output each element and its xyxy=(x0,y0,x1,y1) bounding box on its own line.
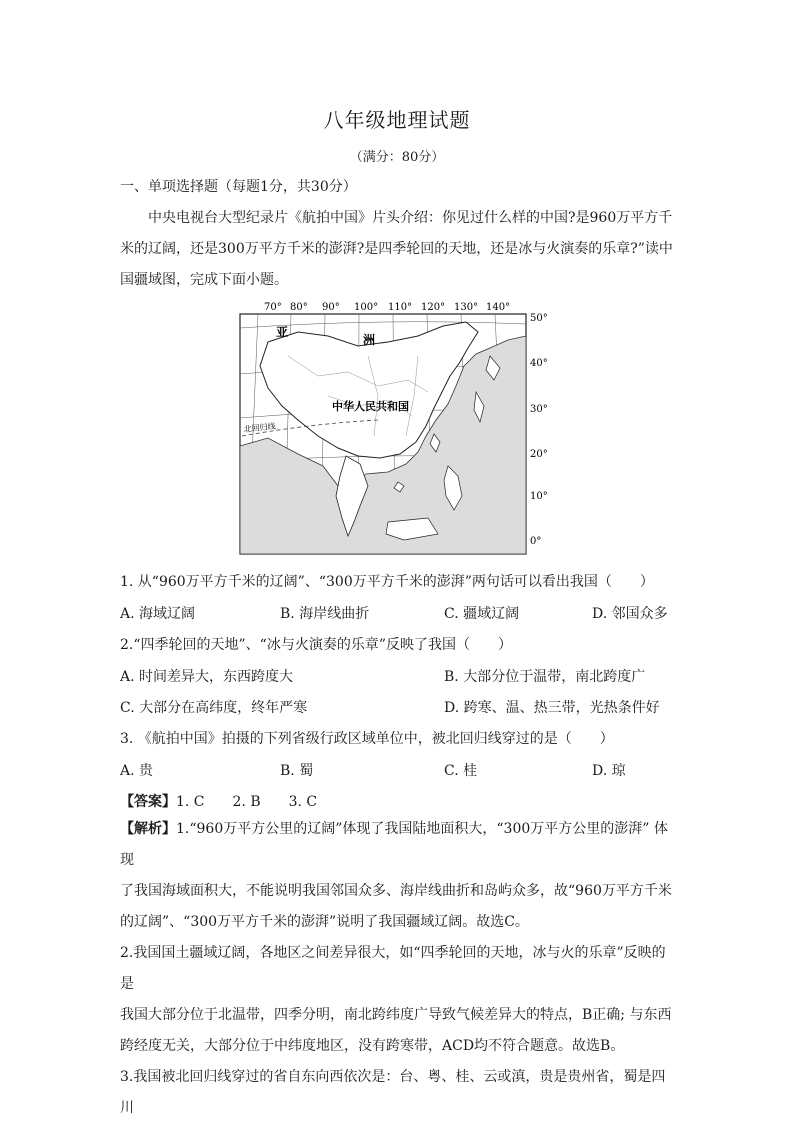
analysis-line-5: 我国大部分位于北温带，四季分明，南北跨纬度广导致气候差异大的特点，B正确; 与东西 xyxy=(120,1007,672,1023)
map-label-prc: 中华人民共和国 xyxy=(332,400,409,413)
q1-option-a: A. 海域辽阔 xyxy=(120,606,196,622)
analysis-line-3: 的辽阔”、“300万平方千米的澎湃”说明了我国疆域辽阔。故选C。 xyxy=(120,914,529,930)
lon-label: 140° xyxy=(486,302,511,313)
intro-line-2: 米的辽阔，还是300万平方千米的澎湃?是四季轮回的天地，还是冰与火演奏的乐章?”读中 xyxy=(120,241,673,257)
lon-label: 110° xyxy=(388,302,413,313)
lon-label: 90° xyxy=(322,302,340,313)
question-2-stem: 2.“四季轮回的天地”、“冰与火演奏的乐章”反映了我国（ ） xyxy=(120,637,512,653)
analysis-line-7: 3.我国被北回归线穿过的省自东向西依次是：台、粤、桂、云或滇，贵是贵州省，蜀是四川 xyxy=(120,1069,666,1116)
intro-line-3: 国疆域图，完成下面小题。 xyxy=(120,272,288,288)
lat-label: 30° xyxy=(530,404,548,415)
intro-line-1: 中央电视台大型纪录片《航拍中国》片头介绍：你见过什么样的中国?是960万平方千 xyxy=(148,210,673,226)
lon-label: 120° xyxy=(421,302,446,313)
map-label-zhou: 洲 xyxy=(363,333,376,347)
analysis-label: 【解析】 xyxy=(120,821,176,837)
analysis-block xyxy=(120,814,676,1124)
q1-option-d: D. 邻国众多 xyxy=(592,606,668,622)
question-1-stem: 1. 从“960万平方千米的辽阔”、“300万平方千米的澎湃”两句话可以看出我国（ ） xyxy=(120,574,654,590)
q3-option-a: A. 贵 xyxy=(120,763,154,779)
analysis-line-6: 跨经度无关，大部分位于中纬度地区，没有跨寒带，ACD均不符合题意。故选B。 xyxy=(120,1038,625,1054)
china-territory-map xyxy=(228,296,556,560)
q1-option-b: B. 海岸线曲折 xyxy=(280,606,370,622)
map-label-ya: 亚 xyxy=(276,325,289,339)
analysis-text-1: 1.“960万平方公里的辽阔”体现了我国陆地面积大，“300万平方公里的澎湃” 体现 xyxy=(120,821,668,868)
q3-option-b: B. 蜀 xyxy=(280,763,314,779)
answer-label: 【答案】 xyxy=(120,794,176,810)
q1-option-c: C. 疆域辽阔 xyxy=(444,606,520,622)
q3-option-d: D. 琼 xyxy=(592,763,626,779)
lat-label: 20° xyxy=(530,449,548,460)
analysis-line-4: 2.我国国土疆域辽阔，各地区之间差异很大，如“四季轮回的天地，冰与火的乐章”反映的是 xyxy=(120,945,666,992)
analysis-line-2: 了我国海域面积大，不能说明我国邻国众多、海岸线曲折和岛屿众多，故“960万平方千米 xyxy=(120,883,672,899)
q2-option-a: A. 时间差异大，东西跨度大 xyxy=(120,669,294,685)
section-heading: 一、单项选择题（每题1分，共30分） xyxy=(120,179,357,195)
question-3-stem: 3. 《航拍中国》拍摄的下列省级行政区域单位中，被北回归线穿过的是（ ） xyxy=(120,731,614,747)
page-title: 八年级地理试题 xyxy=(323,108,471,132)
lon-label: 100° xyxy=(354,302,379,313)
q3-option-c: C. 桂 xyxy=(444,763,478,779)
q2-option-b: B. 大部分位于温带，南北跨度广 xyxy=(444,669,646,685)
lat-label: 0° xyxy=(530,536,542,547)
lon-label: 80° xyxy=(290,302,308,313)
answer-line xyxy=(120,791,317,811)
intro-paragraph xyxy=(120,203,676,296)
tropic-label: 北回归线 xyxy=(243,421,277,434)
analysis-line-1 xyxy=(120,814,676,876)
lat-label: 50° xyxy=(530,313,548,324)
q2-option-d: D. 跨寒、温、热三带，光热条件好 xyxy=(444,700,660,716)
score-subtitle: （满分：80分） xyxy=(349,150,445,165)
answer-text: 1. C 2. B 3. C xyxy=(176,794,318,810)
lon-label: 130° xyxy=(454,302,479,313)
lat-label: 40° xyxy=(530,358,548,369)
q2-option-c: C. 大部分在高纬度，终年严寒 xyxy=(120,700,308,716)
lon-label: 70° xyxy=(264,302,282,313)
lat-label: 10° xyxy=(530,491,548,502)
